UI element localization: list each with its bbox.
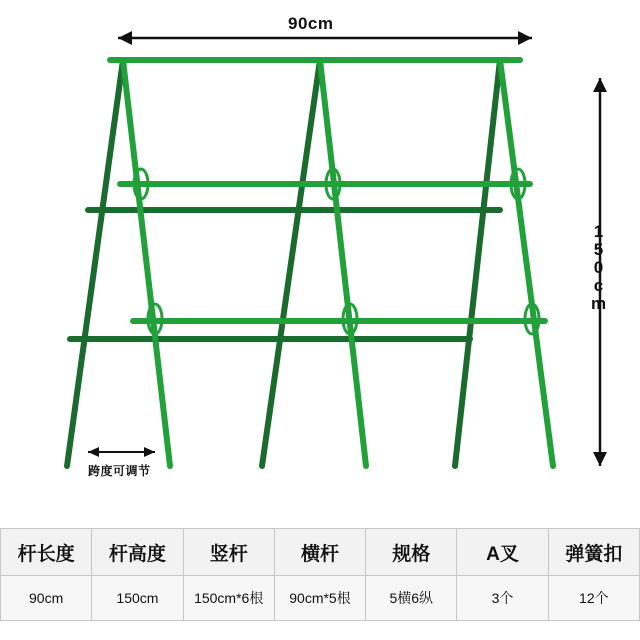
specification-table: [0, 528, 640, 621]
table-header-cell: 弹簧扣: [548, 529, 639, 576]
table-value-cell: 90cm*5根: [274, 576, 365, 621]
table-header-cell: 横杆: [274, 529, 365, 576]
span-dimension-arrow: [88, 447, 155, 457]
table-value-cell: 150cm*6根: [183, 576, 274, 621]
table-header-row: [1, 529, 640, 576]
table-value-cell: 12个: [548, 576, 639, 621]
table-value-cell: 5横6纵: [366, 576, 457, 621]
table-header-cell: 竖杆: [183, 529, 274, 576]
table-value-cell: 3个: [457, 576, 548, 621]
span-adjustable-label: 跨度可调节: [88, 464, 151, 478]
height-dimension-label: 150cm: [589, 222, 608, 312]
table-value-cell: 150cm: [92, 576, 183, 621]
front-legs: [123, 60, 553, 466]
table-header-cell: 杆高度: [92, 529, 183, 576]
table-value-cell: 90cm: [1, 576, 92, 621]
table-value-row: [1, 576, 640, 621]
table-header-cell: 规格: [366, 529, 457, 576]
table-header-cell: 杆长度: [1, 529, 92, 576]
width-dimension-label: 90cm: [288, 14, 334, 33]
table-header-cell: A叉: [457, 529, 548, 576]
